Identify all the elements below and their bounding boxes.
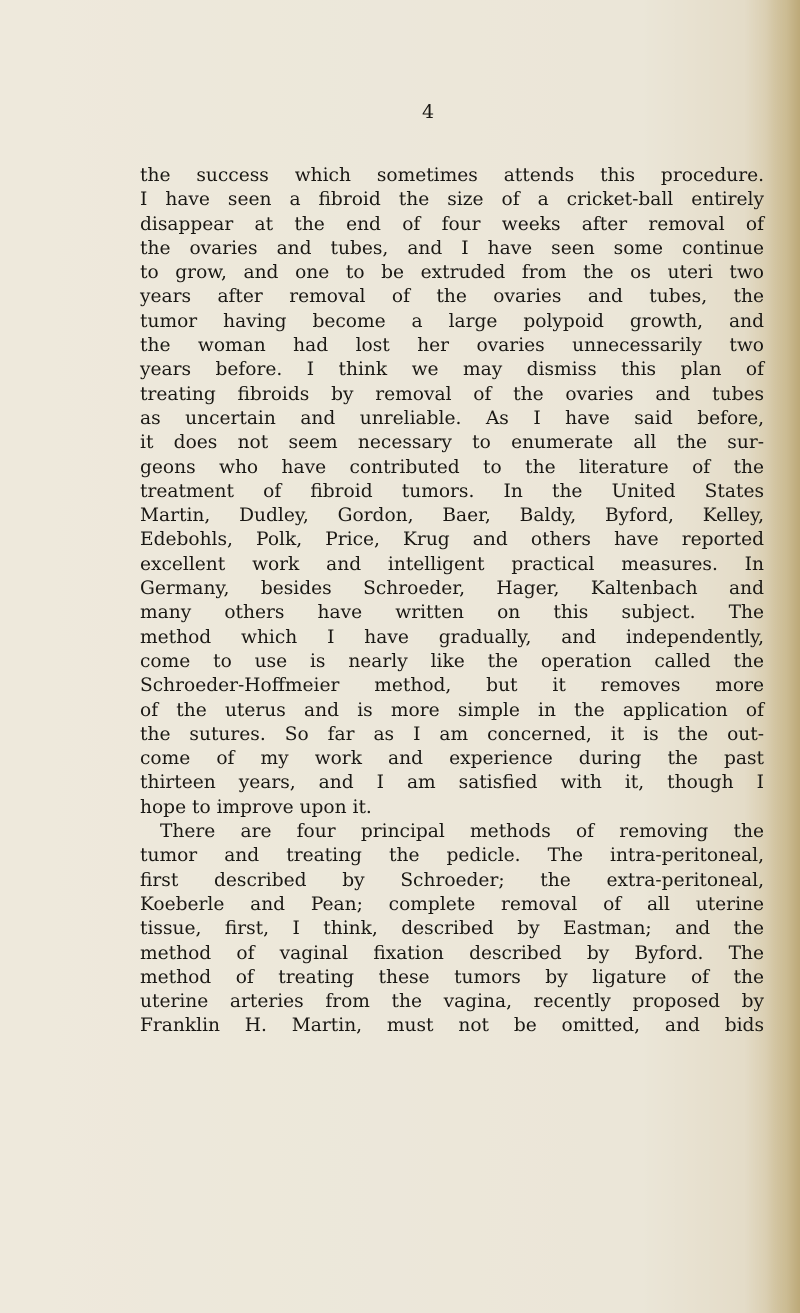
text-line: first described by Schroeder; the extra-peritoneal, [140, 869, 764, 891]
text-line: I have seen a fibroid the size of a cricket-ball entirely [140, 189, 764, 211]
text-line: of the uterus and is more simple in the application of [140, 699, 764, 721]
text-line: treatment of fibroid tumors. In the United States [140, 480, 764, 502]
text-line: the ovaries and tubes, and I have seen some continue [140, 237, 764, 259]
text-line: excellent work and intelligent practical measures. In [140, 553, 764, 575]
text-line: the woman had lost her ovaries unnecessarily two [140, 335, 764, 357]
text-line: geons who have contributed to the literature of the [140, 456, 764, 478]
text-line: method of vaginal fixation described by Byford. The [140, 942, 764, 964]
text-line: Martin, Dudley, Gordon, Baer, Baldy, Byford, Kelley, [140, 505, 764, 527]
text-line: method of treating these tumors by ligature of the [140, 966, 764, 988]
text-line: Schroeder-Hoffmeier method, but it removes more [140, 675, 764, 697]
text-line: the sutures. So far as I am concerned, it is the out- [140, 723, 764, 745]
text-line: tumor having become a large polypoid growth, and [140, 310, 764, 332]
text-line: tissue, first, I think, described by Eastman; and the [140, 918, 764, 940]
paragraph-end-line: hope to improve upon it. [140, 796, 372, 818]
text-line: many others have written on this subject. The [140, 602, 764, 624]
text-line: Koeberle and Pean; complete removal of all uterine [140, 893, 764, 915]
text-line: disappear at the end of four weeks after removal of [140, 213, 764, 235]
text-line: as uncertain and unreliable. As I have said before, [140, 407, 764, 429]
text-line: tumor and treating the pedicle. The intra-peritoneal, [140, 845, 764, 867]
page-edge-shadow [766, 0, 800, 1313]
text-line: come to use is nearly like the operation called the [140, 650, 764, 672]
text-line: years after removal of the ovaries and tubes, the [140, 286, 764, 308]
text-line: Edebohls, Polk, Price, Krug and others have reported [140, 529, 764, 551]
text-line: it does not seem necessary to enumerate all the sur- [140, 432, 764, 454]
body-text [140, 164, 764, 1039]
text-line: come of my work and experience during the past [140, 748, 764, 770]
text-line: years before. I think we may dismiss this plan of [140, 359, 764, 381]
paragraph-start-line: There are four principal methods of removing the [160, 821, 764, 843]
text-line: Germany, besides Schroeder, Hager, Kaltenbach and [140, 578, 764, 600]
text-line: to grow, and one to be extruded from the os uteri two [140, 262, 764, 284]
text-line: thirteen years, and I am satisfied with it, though I [140, 772, 764, 794]
text-line: Franklin H. Martin, must not be omitted, and bids [140, 1015, 764, 1037]
page-number: 4 [421, 101, 435, 123]
text-line: the success which sometimes attends this procedure. [140, 165, 764, 186]
text-line: treating fibroids by removal of the ovaries and tubes [140, 383, 764, 405]
text-line: uterine arteries from the vagina, recently proposed by [140, 991, 764, 1013]
text-line: method which I have gradually, and independently, [140, 626, 764, 648]
